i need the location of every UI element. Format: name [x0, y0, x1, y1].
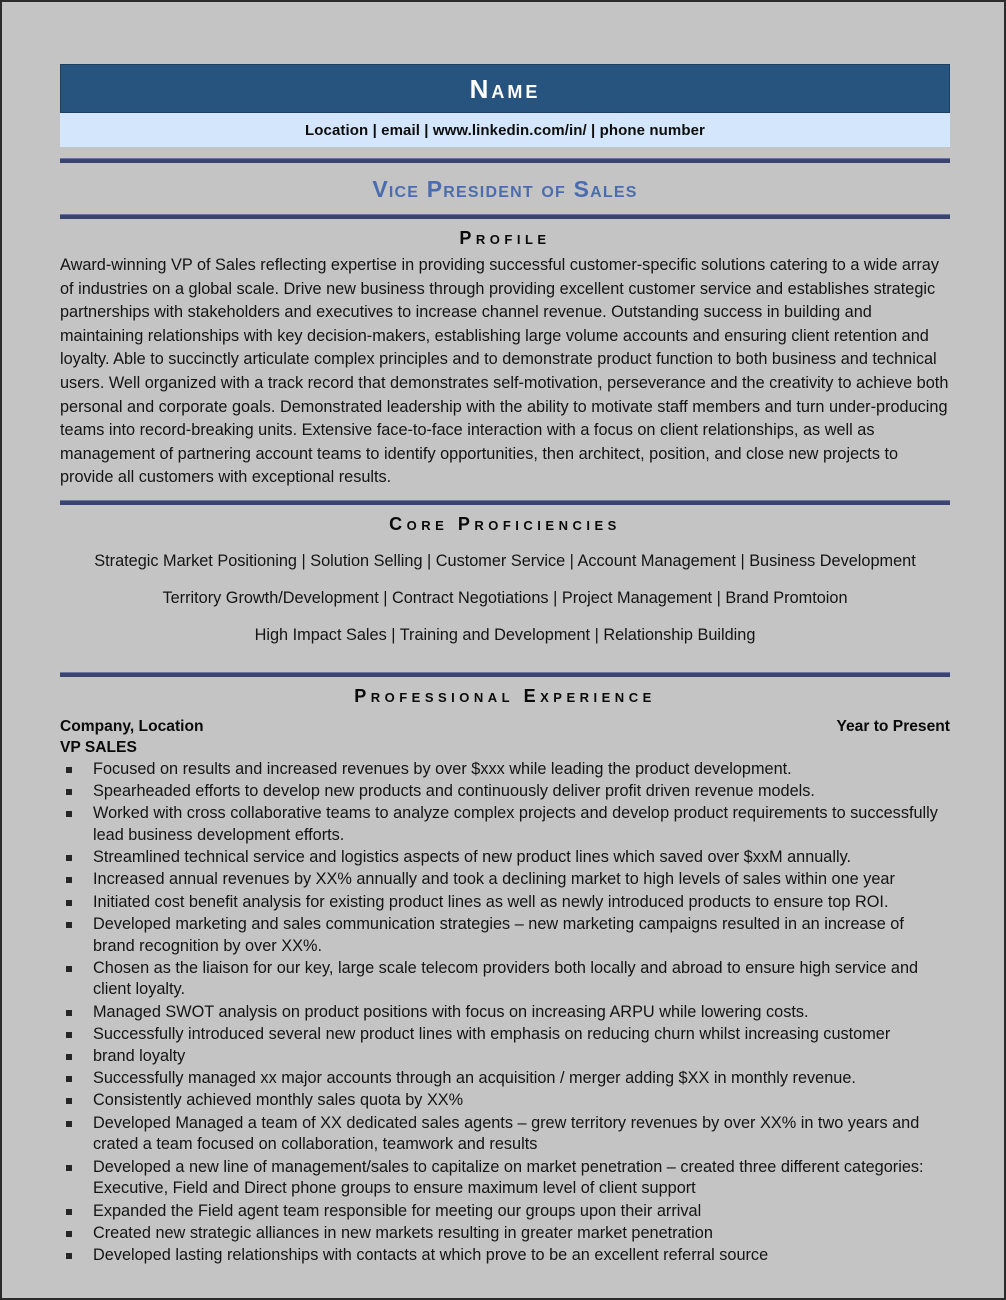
- experience-bullet: Worked with cross collaborative teams to analyze complex projects and develop product requirements to successfully lead business development efforts.: [60, 803, 950, 846]
- experience-bullet: Spearheaded efforts to develop new products and continuously deliver profit driven revenue models.: [60, 781, 950, 803]
- experience-bullet: Managed SWOT analysis on product positions with focus on increasing ARPU while lowering costs.: [60, 1002, 950, 1024]
- employment-dates: Year to Present: [836, 717, 950, 735]
- experience-bullet: Consistently achieved monthly sales quota by XX%: [60, 1090, 950, 1112]
- experience-bullet: Successfully managed xx major accounts through an acquisition / merger adding $XX in monthly revenue.: [60, 1068, 950, 1090]
- profile-body-text: Award-winning VP of Sales reflecting expertise in providing successful customer-specific solutions catering to a wide array of industries on a global scale. Drive new business through providing excellent customer service and establishes strategic partnerships with stakeholders and executives to increase channel revenue. Outstanding success in building and maintaining relationships with key decision-makers, establishing large volume accounts and ensuring client retention and loyalty. Able to succinctly articulate complex principles and to demonstrate product function to both business and technical users. Well organized with a track record that demonstrates self-motivation, perseverance and the creativity to achieve both personal and corporate goals. Demonstrated leadership with the ability to motivate staff members and turn under-producing teams into record-breaking units. Extensive face-to-face interaction with a focus on client relationships, as well as management of partnering account teams to identify opportunities, then architect, position, and close new projects to provide all customers with exceptional results.: [60, 256, 949, 487]
- contact-bar: [60, 113, 950, 147]
- experience-bullet: Developed Managed a team of XX dedicated sales agents – grew territory revenues by over XX% in two years and crated a team focused on collaboration, teamwork and results: [60, 1113, 950, 1156]
- job-position-title: VP SALES: [60, 738, 137, 756]
- core-proficiencies-list: [60, 540, 950, 668]
- experience-bullet: Increased annual revenues by XX% annually and took a declining market to high levels of sales within one year: [60, 869, 950, 891]
- experience-bullet: Developed marketing and sales communication strategies – new marketing campaigns resulted in an increase of brand recognition by over XX%.: [60, 914, 950, 957]
- experience-bullet: Initiated cost benefit analysis for existing product lines as well as newly introduced products to ensure top ROI.: [60, 892, 950, 914]
- experience-bullet: Streamlined technical service and logistics aspects of new product lines which saved over $xxM annually.: [60, 847, 950, 869]
- section-heading-professional-experience: Professional Experience: [354, 685, 656, 706]
- experience-bullet: Developed a new line of management/sales to capitalize on market penetration – created three different categories: Executive, Field and Direct phone groups to ensure maximum level of client support: [60, 1157, 950, 1200]
- target-job-title: Vice President of Sales: [372, 176, 638, 202]
- experience-bullet: Chosen as the liaison for our key, large scale telecom providers both locally and abroad to ensure high service and client loyalty.: [60, 958, 950, 1001]
- section-heading-core-proficiencies: Core Proficiencies: [389, 513, 621, 534]
- experience-bullet-list: [60, 759, 950, 1267]
- section-heading-profile: Profile: [459, 228, 551, 248]
- company-location: Company, Location: [60, 717, 204, 735]
- contact-line: Location | email | www.linkedin.com/in/ | phone number: [305, 121, 705, 139]
- experience-bullet: Expanded the Field agent team responsible for meeting our groups upon their arrival: [60, 1201, 950, 1223]
- experience-bullet: Created new strategic alliances in new markets resulting in greater market penetration: [60, 1223, 950, 1245]
- experience-bullet: Successfully introduced several new product lines with emphasis on reducing churn whilst increasing customer: [60, 1024, 950, 1046]
- core-proficiency-line: Strategic Market Positioning | Solution Selling | Customer Service | Account Management | Business Development: [94, 551, 916, 570]
- candidate-name: Name: [469, 73, 541, 104]
- core-proficiency-line: High Impact Sales | Training and Development | Relationship Building: [254, 625, 756, 644]
- core-proficiency-line: Territory Growth/Development | Contract Negotiations | Project Management | Brand Promtoion: [162, 588, 848, 607]
- experience-company-row: [60, 712, 950, 736]
- experience-bullet: brand loyalty: [60, 1046, 950, 1068]
- resume-content: [60, 2, 950, 1298]
- experience-bullet: Developed lasting relationships with contacts at which prove to be an excellent referral source: [60, 1245, 950, 1267]
- experience-bullet: Focused on results and increased revenues by over $xxx while leading the product development.: [60, 759, 950, 781]
- name-header-bar: [60, 64, 950, 113]
